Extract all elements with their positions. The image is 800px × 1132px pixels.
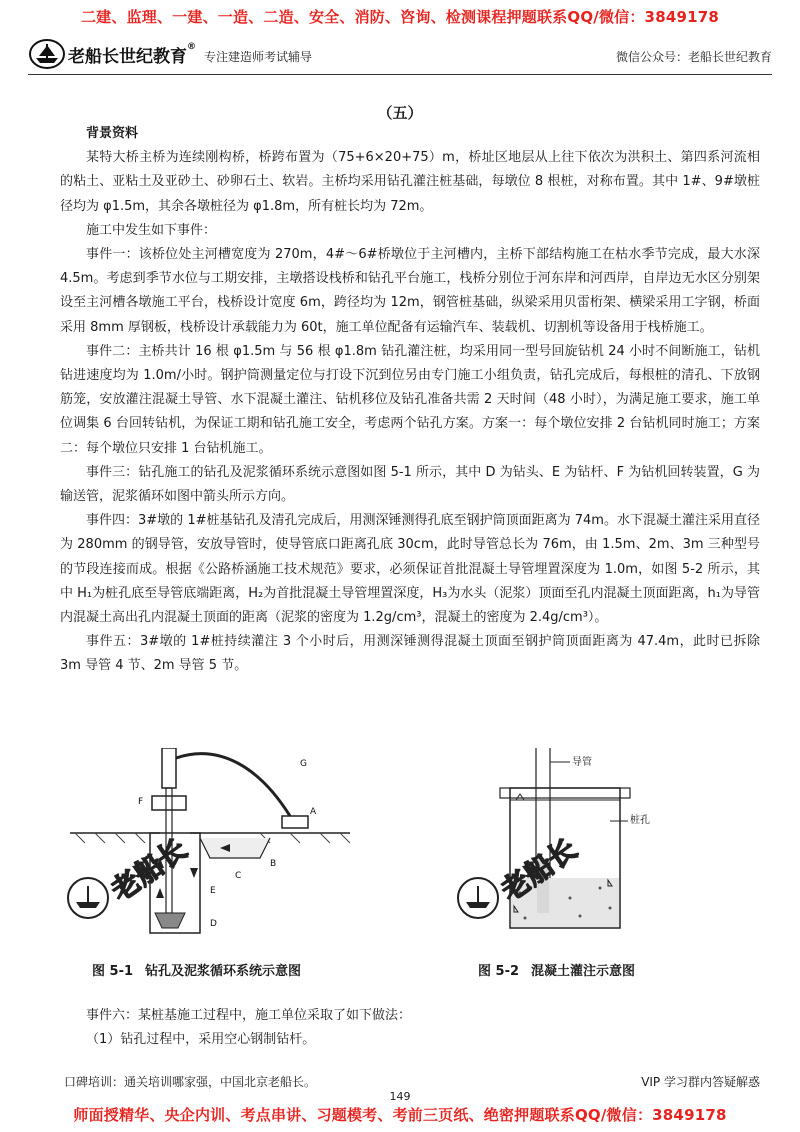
paragraph-intro: 某特大桥主桥为连续刚构桥，桥跨布置为（75+6×20+75）m，桥址区地层从上往下依次为洪积土、第四系河流相的粘土、亚粘土及亚砂土、砂卵石土、软岩。主桥均采用钻孔灌注桩基础，每墩位 8 根桩，对称布置。其中 1#、9#墩桩径均为 φ1.5m，其余各墩桩径为 φ1.8m，所有桩长均为 72m。 xyxy=(60,150,760,214)
event-6-item-1: （1）钻孔过程中，采用空心钢制钻杆。 xyxy=(86,1032,316,1047)
event-6-section xyxy=(60,1004,760,1052)
paragraph-event-5: 事件五：3#墩的 1#桩持续灌注 3 个小时后，用测深锤测得混凝土顶面至钢护筒顶面距离为 47.4m，此时已拆除 3m 导管 4 节、2m 导管 5 节。 xyxy=(60,634,760,674)
page-number: 149 xyxy=(389,1090,411,1103)
label-pipe: 导管 xyxy=(572,757,592,768)
background-heading: 背景资料 xyxy=(86,126,139,141)
label-f: F xyxy=(138,797,144,807)
paragraph-event-4: 事件四：3#墩的 1#桩基钻孔及清孔完成后，用测深锤测得孔底至钢护筒顶面距离为 74m。水下混凝土灌注采用直径为 280mm 的钢导管，安放导管时，使导管底口距离孔底 30cm，此时导管总长为 76m，由 1.5m、2m、3m 三种型号的节段连接而成。根据《公路桥涵施工技术规范》要求，必须保证首批混凝土导管埋置深度为 1.0m，如图 5-2 所示，其中 H₁为桩孔底至导管底端距离，H₂为首批混凝土导管埋置深度，H₃为水头（泥浆）顶面至孔内混凝土顶面距离，h₁为导管内混凝土高出孔内混凝土顶面的距离（泥浆的密度为 1.2g/cm³，混凝土的密度为 2.4g/cm³）。 xyxy=(60,513,760,626)
brand-logo xyxy=(28,38,203,70)
paragraph-event-2: 事件二：主桥共计 16 根 φ1.5m 与 56 根 φ1.8m 钻孔灌注桩，均采用同一型号回旋钻机 24 小时不间断施工，钻机钻进速度均为 1.0m/小时。钢护筒测量定位与打设下沉到位另由专门施工小组负责，钻孔完成后，每根桩的清孔、下放钢筋笼，安放灌注混凝土导管、水下混凝土灌注、钻机移位及钻孔准备共需 2 天时间（48 小时），为满足施工要求，施工单位调集 6 台回转钻机，为保证工期和钻孔施工安全，考虑两个钻孔方案。方案一：每个墩位安排 2 台钻机同时施工；方案二：每个墩位只安排 1 台钻机施工。 xyxy=(60,343,760,456)
fig-5-1-caption: 图 5-1 钻孔及泥浆循环系统示意图 xyxy=(92,964,302,979)
logo-text: 老船长世纪教育® xyxy=(68,42,196,67)
label-g: G xyxy=(300,759,307,769)
promo-banner-bottom: 师面授精华、央企内训、考点串讲、习题模考、考前三页纸、绝密押题联系QQ/微信：3849178 xyxy=(73,1106,727,1124)
footer-vip-note: VIP 学习群内答疑解惑 xyxy=(641,1075,760,1089)
label-b: B xyxy=(270,859,277,869)
event-6-intro: 事件六：某桩基施工过程中，施工单位采取了如下做法： xyxy=(86,1008,412,1023)
background-section xyxy=(60,122,760,679)
wechat-account: 微信公众号：老船长世纪教育 xyxy=(615,50,772,64)
footer-slogan: 口碑培训：通关培训哪家强，中国北京老船长。 xyxy=(64,1075,317,1089)
figures-row xyxy=(60,748,760,988)
header-tagline: 专注建造师考试辅导 xyxy=(204,50,313,64)
watermark-text-left: 老船长 xyxy=(105,832,193,908)
promo-banner-top: 二建、监理、一建、一造、二造、安全、消防、咨询、检测课程押题联系QQ/微信：3849178 xyxy=(80,8,720,26)
page-header xyxy=(28,38,772,72)
header-divider xyxy=(28,74,772,75)
fig-5-2-caption: 图 5-2 混凝土灌注示意图 xyxy=(478,964,636,979)
label-a: A xyxy=(310,807,317,817)
section-title: （五） xyxy=(377,104,423,122)
ship-logo-icon xyxy=(28,38,66,70)
label-d: D xyxy=(210,919,217,929)
watermark-stamp-right xyxy=(450,808,600,928)
paragraph-event-1: 事件一：该桥位处主河槽宽度为 270m，4#～6#桥墩位于主河槽内，主桥下部结构施工在枯水季节完成，最大水深 4.5m。考虑到季节水位与工期安排，主墩搭设栈桥和钻孔平台施工，栈桥分别位于河东岸和河西岸，自岸边无水区分别架设至主河槽各墩施工平台，栈桥设计宽度 6m，跨径均为 12m，钢管桩基础，纵梁采用贝雷桁架、横梁采用工字钢，桥面采用 8mm 厚钢板，栈桥设计承载能力为 60t，施工单位配备有运输汽车、装载机、切割机等设备用于栈桥施工。 xyxy=(60,247,760,335)
watermark-text-right: 老船长 xyxy=(495,832,583,908)
paragraph-event-3: 事件三：钻孔施工的钻孔及泥浆循环系统示意图如图 5-1 所示，其中 D 为钻头、E 为钻杆、F 为钻机回转装置，G 为输送管，泥浆循环如图中箭头所示方向。 xyxy=(60,464,760,505)
watermark-stamp-left xyxy=(60,808,210,928)
paragraph-events-lead: 施工中发生如下事件： xyxy=(86,222,217,238)
label-e: E xyxy=(210,886,216,896)
label-c: C xyxy=(235,871,242,881)
label-hole: 桩孔 xyxy=(630,815,650,826)
